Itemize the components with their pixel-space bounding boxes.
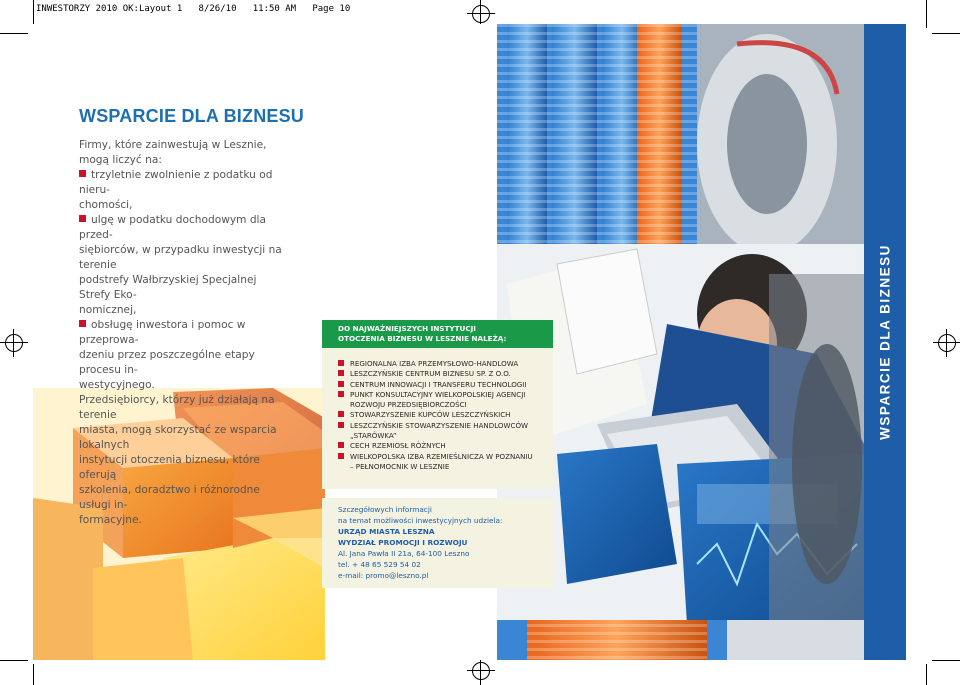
bullet-square-icon [338,453,344,459]
contact-line: Szczegółowych informacji [338,505,432,514]
list-item: CENTRUM INNOWACJI I TRANSFERU TECHNOLOGII [338,380,548,390]
intro-line: Firmy, które zainwestują w Lesznie, [79,139,267,151]
crop-mark [33,664,34,685]
bullet-item: obsługę inwestora i pomoc w przeprowa- dzeniu przez poszczególne etapy procesu in- westycyjnego. [79,319,255,391]
paragraph-line: Przedsiębiorcy, którzy już działają na terenie [79,394,275,421]
crop-mark [0,33,28,34]
intro-line: mogą liczyć na: [79,154,162,166]
bullet-square-icon [79,170,86,177]
bullet-square-icon [338,381,344,387]
bullet-square-icon [338,370,344,376]
crop-mark [932,660,960,661]
bullet-square-icon [79,215,86,222]
crop-mark [0,660,28,661]
institutions-list [338,359,548,472]
contact-org: URZĄD MIASTA LESZNA [338,527,435,536]
body-text [79,138,291,528]
contact-address: Al. Jana Pawła II 21a, 64-100 Leszno [338,549,470,558]
bullet-square-icon [338,360,344,366]
registration-mark [5,334,23,352]
bullet-square-icon [338,391,344,397]
paragraph-line: formacyjne. [79,514,142,526]
contact-email[interactable]: e-mail: promo@leszno.pl [338,571,429,580]
registration-mark [472,662,490,680]
institutions-header [322,320,553,348]
crop-mark [926,664,927,685]
bullet-square-icon [79,320,86,327]
side-band-title: WSPARCIE DLA BIZNESU [877,244,893,440]
list-item: STOWARZYSZENIE KUPCÓW LESZCZYŃSKICH [338,410,548,420]
list-item: PUNKT KONSULTACYJNY WIELKOPOLSKIEJ AGENCJI ROZWOJU PRZEDSIĘBIORCZOŚCI [338,390,548,411]
institutions-heading-line: OTOCZENIA BIZNESU W LESZNIE NALEŻĄ: [338,334,507,343]
institutions-box [322,320,553,489]
institutions-heading-line: DO NAJWAŻNIEJSZYCH INSTYTUCJI [338,324,476,333]
bullet-square-icon [338,422,344,428]
page-title: WSPARCIE DLA BIZNESU [79,106,305,126]
list-item: REGIONALNA IZBA PRZEMYSŁOWO-HANDLOWA [338,359,548,369]
crop-mark [926,0,927,28]
registration-mark [938,334,956,352]
bullet-item: ulgę w podatku dochodowym dla przed- siębiorców, w przypadku inwestycji na terenie podstrefy Wałbrzyskiej Specjalnej Strefy Eko- nomicznej, [79,214,282,316]
list-item: CECH RZEMIOSŁ RÓŻNYCH [338,441,548,451]
crop-mark [932,33,960,34]
registration-mark [472,5,490,23]
list-item: LESZCZYŃSKIE CENTRUM BIZNESU SP. Z O.O. [338,369,548,379]
paragraph-line: instytucji otoczenia biznesu, które oferują [79,454,260,481]
contact-line: na temat możliwości inwestycyjnych udziela: [338,516,503,525]
paragraph-line: szkolenia, doradztwo i różnorodne usługi in- [79,484,260,511]
bullet-square-icon [338,411,344,417]
bullet-item: trzyletnie zwolnienie z podatku od nieru- chomości, [79,169,273,211]
list-item: WIELKOPOLSKA IZBA RZEMIEŚLNICZA W POZNANIU – PEŁNOMOCNIK W LESZNIE [338,452,548,473]
paragraph-line: miasta, mogą skorzystać ze wsparcia lokalnych [79,424,277,451]
print-slug: INWESTORZY 2010 OK:Layout 1 8/26/10 11:50 AM Page 10 [36,4,351,14]
bullet-square-icon [338,442,344,448]
list-item: LESZCZYŃSKIE STOWARZYSZENIE HANDLOWCÓW „STARÓWKA” [338,421,548,442]
contact-phone: tel. + 48 65 529 54 02 [338,560,421,569]
contact-box [322,498,553,588]
contact-dept: WYDZIAŁ PROMOCJI I ROZWOJU [338,538,468,547]
